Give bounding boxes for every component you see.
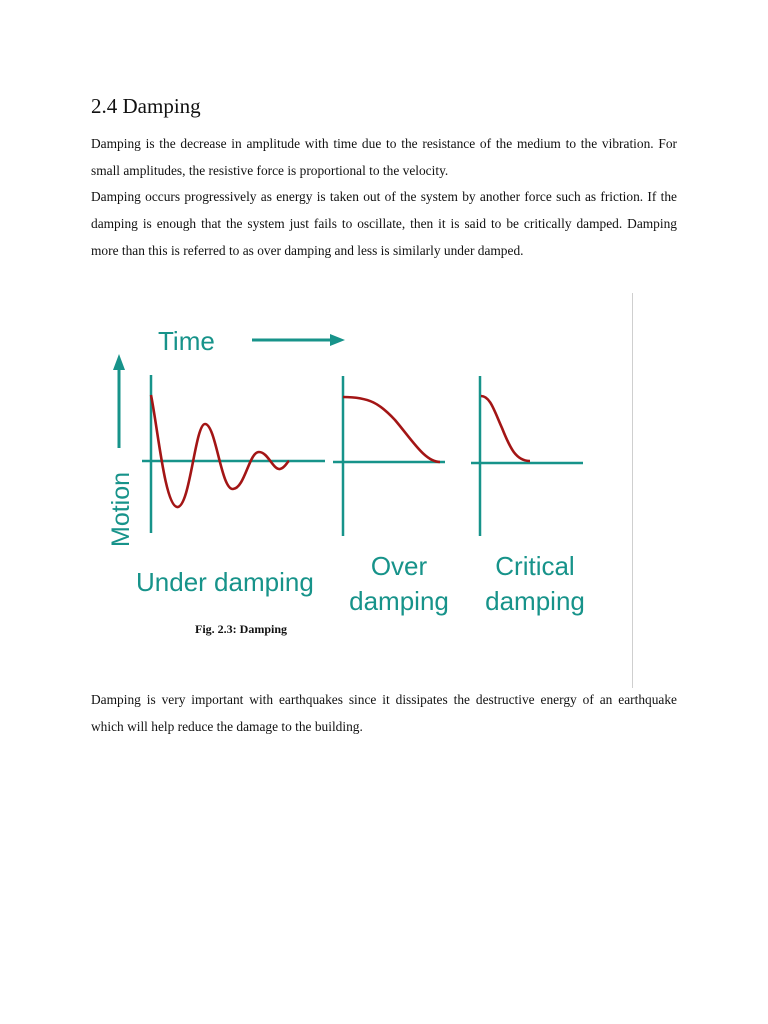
paragraph-damping-types: Damping occurs progressively as energy is taken out of the system by another force such as friction. If the damping is enough that the system just fails to oscillate, then it is said to be critically damped. Damping more than this is referred to as over damping and less is similarly under damped. xyxy=(91,189,677,258)
time-arrow xyxy=(252,334,345,346)
paragraph-damping-definition: Damping is the decrease in amplitude with time due to the resistance of the medium to the vibration. For small amplitudes, the resistive force is proportional to the velocity. xyxy=(91,136,677,178)
section-heading: 2.4 Damping xyxy=(91,94,201,118)
over-damping-label-line2: damping xyxy=(349,586,449,616)
under-damping-curve xyxy=(151,395,289,507)
under-damping-label: Under damping xyxy=(136,567,314,597)
critical-damping-label-line1: Critical xyxy=(495,551,575,581)
over-damping-curve xyxy=(343,397,440,462)
motion-arrow xyxy=(113,354,125,448)
motion-label: Motion xyxy=(107,471,135,547)
critical-damping-label-line2: damping xyxy=(485,586,585,616)
figure-caption: Fig. 2.3: Damping xyxy=(195,622,288,636)
over-damping-axes xyxy=(333,376,445,536)
over-damping-label-line1: Over xyxy=(370,551,428,581)
time-label: Time xyxy=(158,326,215,356)
paragraph-earthquake-damping: Damping is very important with earthquakes since it dissipates the destructive energy of an earthquake which will help reduce the damage to the building. xyxy=(91,692,677,734)
critical-damping-curve xyxy=(481,396,530,461)
under-damping-axes xyxy=(142,375,325,533)
